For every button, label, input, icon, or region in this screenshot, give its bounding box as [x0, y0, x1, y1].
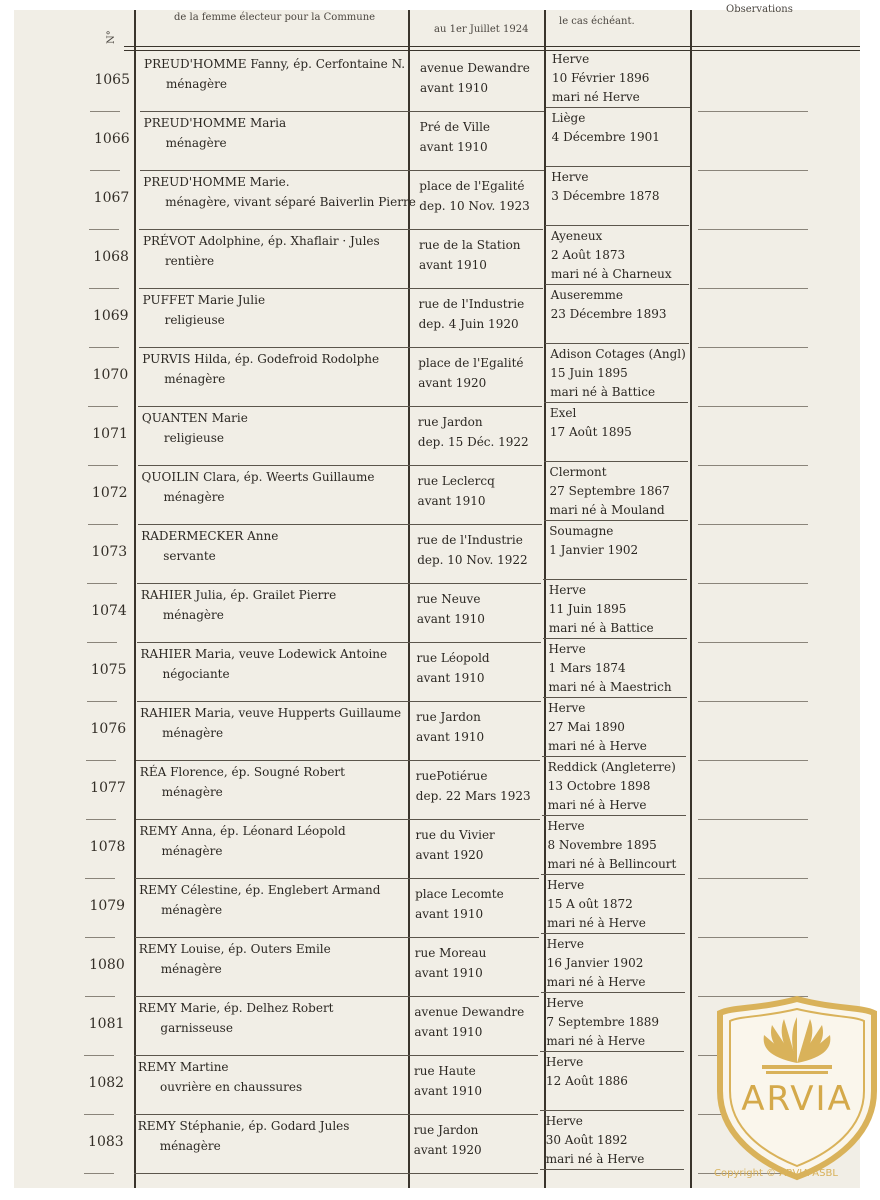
street-line: avenue Dewandre: [420, 61, 530, 75]
birthdate-line: 15 A oût 1872: [547, 897, 633, 911]
row-birth: [550, 404, 632, 442]
husband-line: mari né à Herve: [546, 1034, 646, 1048]
row-address: [419, 235, 521, 275]
row-name: [144, 113, 287, 153]
row-name: [143, 290, 265, 330]
header-birth: le cas échéant.: [559, 16, 635, 27]
since-line: dep. 22 Mars 1923: [415, 789, 531, 803]
since-line: avant 1920: [413, 1143, 482, 1157]
logo-wordmark: ARVIA: [741, 1079, 853, 1119]
row-birth: [547, 817, 676, 874]
arvia-logo: [714, 995, 880, 1180]
since-line: dep. 15 Déc. 1922: [417, 435, 529, 449]
table-row: [14, 703, 860, 762]
row-address: [420, 58, 530, 98]
table-row: [14, 585, 860, 644]
row-name: [138, 1116, 350, 1156]
since-line: avant 1910: [414, 966, 483, 980]
name-line: RAHIER Maria, veuve Hupperts Guillaume: [140, 706, 402, 720]
row-birth: [551, 286, 667, 324]
occupation-line: garnisseuse: [160, 1021, 233, 1035]
occupation-line: ménagère: [161, 903, 223, 917]
row-number: 1065: [94, 72, 130, 88]
street-line: place de l'Egalité: [419, 179, 525, 193]
row-birth: [551, 168, 659, 206]
husband-line: mari né à Battice: [550, 385, 656, 399]
row-address: [416, 707, 484, 747]
row-birth: [550, 345, 686, 402]
row-name: [139, 880, 380, 920]
row-number: 1079: [89, 898, 126, 914]
table-row: [14, 231, 860, 290]
name-line: QUANTEN Marie: [141, 411, 248, 425]
birthplace-line: Clermont: [549, 465, 607, 479]
occupation-line: ménagère: [161, 844, 223, 858]
birthdate-line: 2 Août 1873: [550, 248, 626, 262]
header-observations: Observations: [726, 4, 793, 15]
birthdate-line: 17 Août 1895: [549, 425, 632, 439]
street-line: Pré de Ville: [419, 120, 491, 134]
row-number: 1072: [91, 485, 128, 501]
name-line: RADERMECKER Anne: [141, 529, 279, 543]
birthplace-line: Reddick (Angleterre): [547, 760, 676, 774]
name-line: REMY Anna, ép. Léonard Léopold: [139, 824, 346, 838]
table-header: [14, 4, 860, 50]
since-line: avant 1920: [415, 848, 484, 862]
street-line: place de l'Egalité: [418, 356, 524, 370]
header-address: au 1er Juillet 1924: [434, 24, 529, 35]
row-number: 1076: [90, 721, 127, 737]
husband-line: mari né à Herve: [547, 798, 647, 812]
row-address: [419, 294, 525, 334]
since-line: avant 1910: [419, 140, 488, 154]
street-line: rue du Vivier: [415, 828, 495, 842]
birthdate-line: 27 Mai 1890: [548, 720, 625, 734]
since-line: avant 1910: [416, 730, 485, 744]
street-line: rue Moreau: [414, 946, 487, 960]
birthplace-line: Herve: [551, 170, 589, 184]
occupation-line: rentière: [164, 254, 215, 268]
row-number: 1071: [92, 426, 128, 442]
name-line: PREUD'HOMME Maria: [143, 116, 287, 130]
street-line: avenue Dewandre: [414, 1005, 525, 1019]
row-number: 1069: [92, 308, 129, 324]
row-name: [139, 939, 331, 979]
row-name: [138, 1057, 302, 1097]
row-birth: [550, 463, 670, 520]
street-line: rue Leclercq: [417, 474, 495, 488]
row-birth: [551, 227, 672, 284]
row-name: [138, 998, 333, 1038]
row-birth: [546, 1112, 645, 1169]
row-name: [144, 54, 405, 94]
row-name: [143, 172, 416, 212]
street-line: place Lecomte: [415, 887, 504, 901]
birthplace-line: Exel: [549, 406, 577, 420]
birthplace-line: Herve: [545, 1114, 583, 1128]
birthdate-line: 3 Décembre 1878: [551, 189, 660, 203]
birthdate-line: 12 Août 1886: [546, 1074, 628, 1088]
birthdate-line: 8 Novembre 1895: [547, 838, 657, 852]
birthdate-line: 27 Septembre 1867: [549, 484, 670, 498]
husband-line: mari né à Mouland: [549, 503, 665, 517]
since-line: dep. 10 Nov. 1922: [417, 553, 528, 567]
name-line: PREUD'HOMME Marie.: [143, 175, 290, 189]
birthplace-line: Adison Cotages (Angl): [550, 347, 686, 361]
table-row: [14, 113, 860, 172]
since-line: dep. 10 Nov. 1923: [419, 199, 530, 213]
birthdate-line: 1 Mars 1874: [548, 661, 626, 675]
row-number: 1078: [89, 839, 126, 855]
row-name: [143, 231, 380, 271]
table-row: [14, 821, 860, 880]
row-number: 1074: [91, 603, 127, 619]
row-name: [140, 703, 401, 743]
since-line: avant 1910: [416, 612, 485, 626]
occupation-line: ménagère: [161, 785, 223, 799]
occupation-line: religieuse: [164, 313, 225, 327]
since-line: avant 1920: [418, 376, 487, 390]
occupation-line: ménagère: [160, 962, 222, 976]
occupation-line: ouvrière en chaussures: [160, 1080, 303, 1094]
name-line: REMY Martine: [138, 1060, 229, 1074]
row-number: 1075: [90, 662, 127, 678]
name-line: RÉA Florence, ép. Sougné Robert: [139, 765, 345, 779]
birthplace-line: Herve: [548, 583, 587, 597]
birthplace-line: Soumagne: [549, 524, 614, 538]
occupation-line: ménagère: [164, 372, 226, 386]
row-birth: [548, 758, 676, 815]
row-address: [418, 471, 495, 511]
row-birth: [549, 640, 672, 697]
row-address: [415, 884, 504, 924]
row-birth: [547, 876, 646, 933]
since-line: avant 1910: [417, 494, 486, 508]
birthdate-line: 13 Octobre 1898: [547, 779, 651, 793]
since-line: avant 1910: [416, 671, 485, 685]
row-address: [415, 825, 494, 865]
street-line: rue Jardon: [417, 415, 483, 429]
header-name: de la femme électeur pour la Commune: [174, 12, 376, 23]
name-line: REMY Stéphanie, ép. Godard Jules: [137, 1119, 350, 1133]
occupation-line: servante: [163, 549, 216, 563]
birthdate-line: 16 Janvier 1902: [546, 956, 644, 970]
row-address: [415, 943, 487, 983]
name-line: REMY Célestine, ép. Englebert Armand: [139, 883, 381, 897]
since-line: avant 1910: [418, 258, 487, 272]
occupation-line: ménagère: [162, 726, 224, 740]
occupation-line: ménagère, vivant séparé Baiverlin Pierre: [165, 195, 416, 209]
table-row: [14, 290, 860, 349]
since-line: avant 1910: [420, 81, 488, 95]
birthplace-line: Liège: [551, 111, 586, 125]
row-number: 1067: [93, 190, 130, 206]
since-line: avant 1910: [415, 907, 484, 921]
birthdate-line: 7 Septembre 1889: [546, 1015, 660, 1029]
row-address: [418, 353, 523, 393]
row-name: [141, 585, 336, 625]
name-line: RAHIER Julia, ép. Grailet Pierre: [140, 588, 337, 602]
birthplace-line: Auseremme: [550, 288, 623, 302]
occupation-line: ménagère: [165, 136, 227, 150]
street-line: rue de l'Industrie: [417, 533, 523, 547]
street-line: rue de l'Industrie: [418, 297, 525, 311]
row-number: 1073: [91, 544, 128, 560]
street-line: rue de la Station: [418, 238, 521, 252]
table-row: [14, 880, 860, 939]
birthplace-line: Herve: [548, 642, 586, 656]
birthdate-line: 15 Juin 1895: [550, 366, 628, 380]
since-line: avant 1910: [414, 1084, 483, 1098]
birthdate-line: 30 Août 1892: [545, 1133, 628, 1147]
copyright-notice: Copyright © ARVIA ASBL: [714, 1168, 838, 1179]
birthplace-line: Herve: [546, 937, 584, 951]
row-number: 1068: [93, 249, 129, 265]
name-line: PUFFET Marie Julie: [142, 293, 266, 307]
row-number: 1077: [90, 780, 126, 796]
since-line: avant 1910: [414, 1025, 483, 1039]
name-line: REMY Marie, ép. Delhez Robert: [138, 1001, 334, 1015]
husband-line: mari né à Battice: [548, 621, 654, 635]
husband-line: mari né à Bellincourt: [547, 857, 677, 871]
row-address: [417, 589, 485, 629]
birthplace-line: Herve: [547, 819, 585, 833]
occupation-line: ménagère: [166, 77, 227, 91]
name-line: PURVIS Hilda, ép. Godefroid Rodolphe: [142, 352, 380, 366]
birthplace-line: Herve: [547, 878, 585, 892]
row-number: 1066: [94, 131, 130, 147]
street-line: ruePotiérue: [415, 769, 488, 783]
occupation-line: ménagère: [163, 490, 225, 504]
birthplace-line: Herve: [552, 52, 590, 66]
row-name: [141, 644, 388, 684]
table-row: [14, 762, 860, 821]
row-address: [418, 412, 529, 452]
since-line: dep. 4 Juin 1920: [418, 317, 519, 331]
table-row: [14, 54, 860, 113]
row-birth: [549, 581, 654, 638]
table-row: [14, 939, 860, 998]
table-row: [14, 172, 860, 231]
birthdate-line: 11 Juin 1895: [548, 602, 627, 616]
row-birth: [546, 994, 659, 1051]
occupation-line: religieuse: [163, 431, 225, 445]
row-birth: [546, 1053, 628, 1091]
row-birth: [552, 109, 660, 147]
husband-line: mari né à Maestrich: [548, 680, 672, 694]
birthdate-line: 23 Décembre 1893: [550, 307, 667, 321]
row-address: [414, 1002, 524, 1042]
row-birth: [547, 935, 646, 992]
row-address: [414, 1120, 482, 1160]
street-line: rue Léopold: [416, 651, 490, 665]
birthplace-line: Herve: [546, 1055, 584, 1069]
street-line: rue Haute: [414, 1064, 476, 1078]
row-name: [140, 762, 345, 802]
street-line: rue Neuve: [416, 592, 481, 606]
husband-line: mari né à Herve: [547, 916, 646, 930]
husband-line: mari né Herve: [552, 90, 640, 104]
table-row: [14, 644, 860, 703]
birthplace-line: Herve: [548, 701, 586, 715]
name-line: RAHIER Maria, veuve Lodewick Antoine: [140, 647, 388, 661]
occupation-line: ménagère: [162, 608, 224, 622]
husband-line: mari né à Charneux: [550, 267, 672, 281]
husband-line: mari né à Herve: [548, 739, 647, 753]
row-name: [141, 526, 278, 566]
row-address: [417, 530, 527, 570]
birthplace-line: Ayeneux: [550, 229, 603, 243]
birthdate-line: 1 Janvier 1902: [549, 543, 639, 557]
row-name: [139, 821, 345, 861]
birthdate-line: 4 Décembre 1901: [551, 130, 660, 144]
occupation-line: négociante: [162, 667, 230, 681]
husband-line: mari né à Herve: [546, 975, 646, 989]
name-line: PRÉVOT Adolphine, ép. Xhaflair · Jules: [142, 234, 380, 248]
row-address: [416, 766, 531, 806]
row-address: [414, 1061, 482, 1101]
table-row: [14, 467, 860, 526]
husband-line: mari né à Herve: [545, 1152, 645, 1166]
name-line: PREUD'HOMME Fanny, ép. Cerfontaine N.: [144, 57, 406, 71]
street-line: rue Jardon: [413, 1123, 479, 1137]
row-number: 1083: [88, 1134, 124, 1150]
row-number: 1081: [88, 1016, 125, 1032]
occupation-line: ménagère: [159, 1139, 221, 1153]
street-line: rue Jardon: [416, 710, 481, 724]
name-line: QUOILIN Clara, ép. Weerts Guillaume: [141, 470, 375, 484]
birthplace-line: Herve: [546, 996, 584, 1010]
row-name: [142, 467, 375, 507]
row-address: [419, 176, 529, 216]
name-line: REMY Louise, ép. Outers Emile: [138, 942, 331, 956]
row-birth: [548, 699, 647, 756]
register-page: [14, 4, 860, 1188]
birthdate-line: 10 Février 1896: [552, 71, 650, 85]
row-address: [417, 648, 490, 688]
table-row: [14, 408, 860, 467]
table-row: [14, 526, 860, 585]
header-number: N°: [106, 30, 117, 44]
row-number: 1082: [88, 1075, 125, 1091]
row-name: [142, 349, 379, 389]
row-number: 1080: [89, 957, 125, 973]
row-birth: [552, 50, 649, 107]
row-name: [142, 408, 248, 448]
table-row: [14, 349, 860, 408]
row-number: 1070: [92, 367, 129, 383]
row-birth: [549, 522, 638, 560]
row-address: [420, 117, 490, 157]
